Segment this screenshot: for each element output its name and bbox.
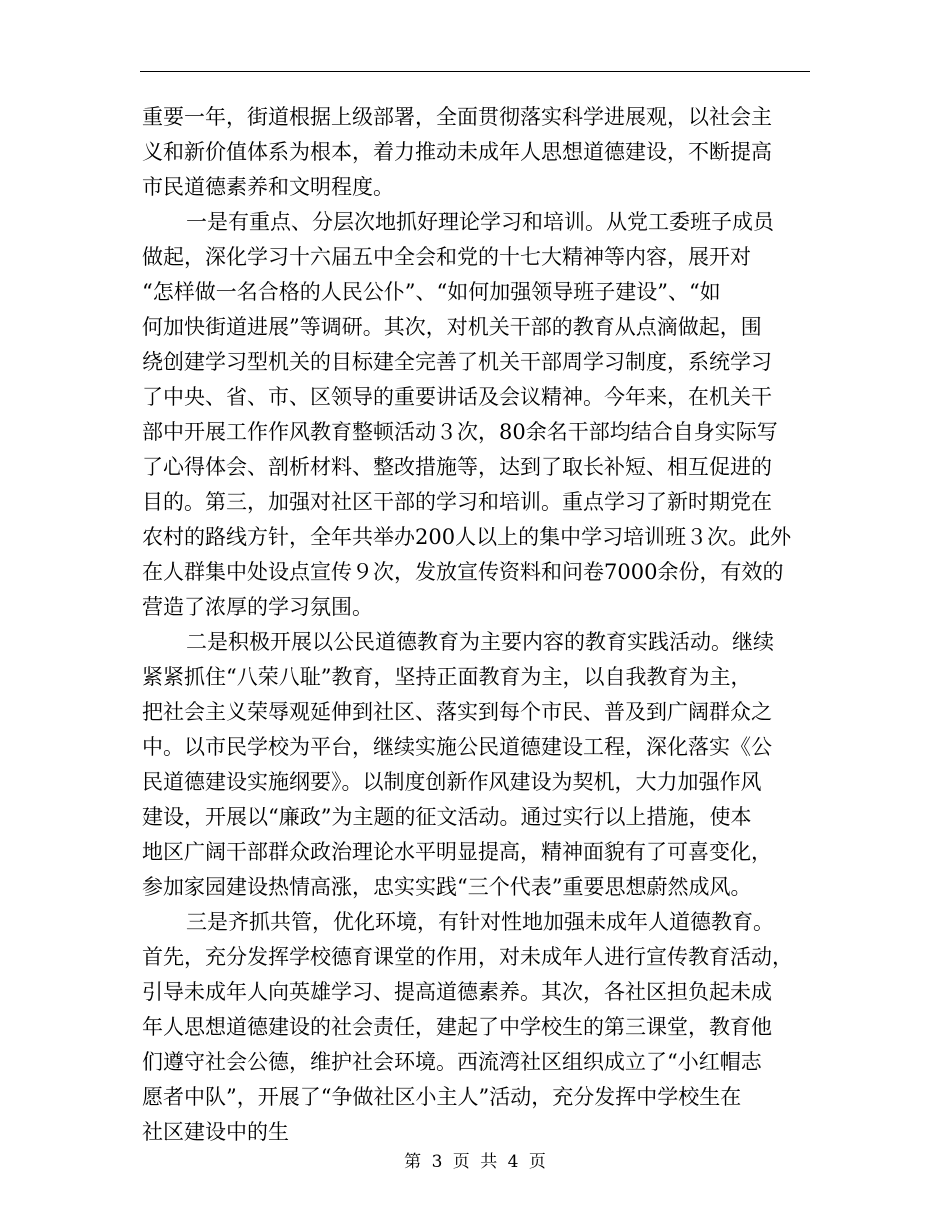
text-line: 何加快街道进展”等调研。其次，对机关干部的教育从点滴做起，围: [142, 315, 762, 339]
text-line: “怎样做一名合格的人民公仆”、“如何加强领导班子建设”、“如: [142, 280, 721, 304]
text-line: 义和新价值体系为根本，着力推动未成年人思想道德建设，不断提高: [142, 140, 772, 164]
text-line: 年人思想道德建设的社会责任，建起了中学校生的第三课堂，教育他: [142, 1015, 772, 1039]
text-line: 农村的路线方针，全年共举办200人以上的集中学习培训班３次。此外: [142, 525, 792, 549]
text-line: 参加家园建设热情高涨，忠实实践“三个代表”重要思想蔚然成风。: [142, 875, 752, 899]
text-line: 了中央、省、市、区领导的重要讲话及会议精神。今年来，在机关干: [142, 385, 772, 409]
text-line: 们遵守社会公德，维护社会环境。西流湾社区组织成立了“小红帽志: [142, 1050, 762, 1074]
paragraph-start-line: 二是积极开展以公民道德教育为主要内容的教育实践活动。继续: [186, 630, 774, 654]
page-footer: 第 3 页 共 4 页: [404, 1152, 546, 1172]
text-line: 建设，开展以“廉政”为主题的征文活动。通过实行以上措施，使本: [142, 805, 752, 829]
text-line: 重要一年，街道根据上级部署，全面贯彻落实科学进展观，以社会主: [142, 105, 772, 129]
text-line: 中。以市民学校为平台，继续实施公民道德建设工程，深化落实《公: [142, 735, 772, 759]
text-line: 民道德建设实施纲要》。以制度创新作风建设为契机，大力加强作风: [142, 770, 762, 794]
text-line: 部中开展工作作风教育整顿活动３次，80余名干部均结合自身实际写: [142, 420, 778, 444]
header-rule: [140, 71, 810, 72]
text-line: 首先，充分发挥学校德育课堂的作用，对未成年人进行宣传教育活动，: [142, 945, 793, 969]
text-line: 在人群集中处设点宣传９次，发放宣传资料和问卷7000余份，有效的: [142, 560, 784, 584]
text-line: 市民道德素养和文明程度。: [142, 175, 394, 199]
text-line: 了心得体会、剖析材料、整改措施等，达到了取长补短、相互促进的: [142, 455, 772, 479]
text-line: 绕创建学习型机关的目标建全完善了机关干部周学习制度，系统学习: [142, 350, 772, 374]
text-line: 社区建设中的生: [142, 1120, 289, 1144]
document-body: [142, 100, 812, 1150]
text-line: 引导未成年人向英雄学习、提高道德素养。其次，各社区担负起未成: [142, 980, 772, 1004]
text-line: 愿者中队”，开展了“争做社区小主人”活动，充分发挥中学校生在: [142, 1085, 742, 1109]
paragraph-start-line: 三是齐抓共管，优化环境，有针对性地加强未成年人道德教育。: [186, 910, 774, 934]
paragraph-start-line: 一是有重点、分层次地抓好理论学习和培训。从党工委班子成员: [186, 210, 774, 234]
text-line: 做起，深化学习十六届五中全会和党的十七大精神等内容，展开对: [142, 245, 751, 269]
text-line: 紧紧抓住“八荣八耻”教育，坚持正面教育为主，以自我教育为主，: [142, 665, 752, 689]
text-line: 地区广阔干部群众政治理论水平明显提高，精神面貌有了可喜变化，: [142, 840, 772, 864]
text-line: 目的。第三，加强对社区干部的学习和培训。重点学习了新时期党在: [142, 490, 772, 514]
text-line: 把社会主义荣辱观延伸到社区、落实到每个市民、普及到广阔群众之: [142, 700, 772, 724]
text-line: 营造了浓厚的学习氛围。: [142, 595, 373, 619]
